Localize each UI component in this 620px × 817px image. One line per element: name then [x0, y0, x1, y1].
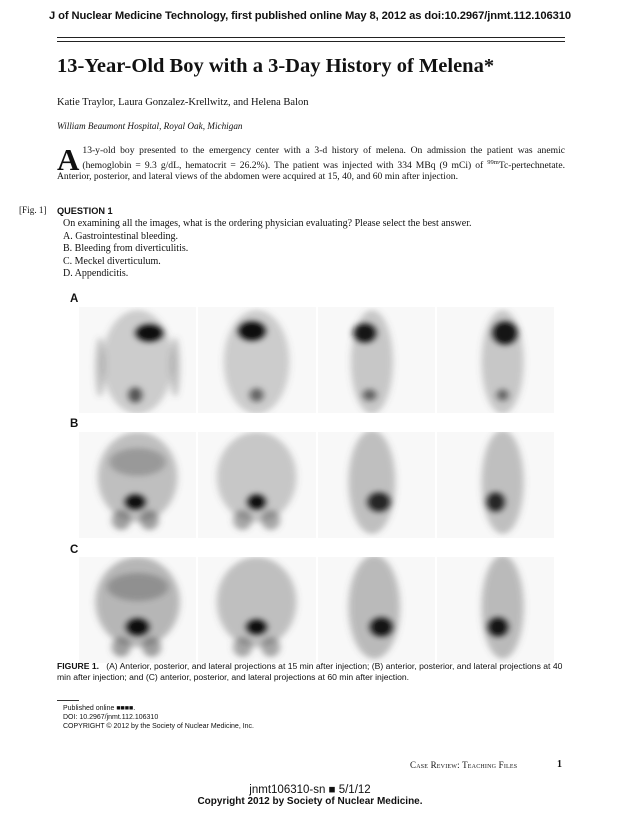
scan-posterior-60min	[198, 557, 315, 663]
author-list: Katie Traylor, Laura Gonzalez-Krellwitz, and Helena Balon	[57, 97, 309, 108]
affiliation: William Beaumont Hospital, Royal Oak, Michigan	[57, 121, 243, 131]
scan-anterior-15min	[79, 307, 196, 413]
footnote-published: Published online ■■■■.	[63, 705, 136, 712]
scan-anterior-60min	[79, 557, 196, 663]
scan-row-60min	[79, 557, 554, 663]
scan-lateral-left-60min	[318, 557, 435, 663]
figure-caption	[57, 661, 567, 684]
header-rule-thick	[57, 37, 565, 38]
scan-lateral-right-15min	[437, 307, 554, 413]
article-title: 13-Year-Old Boy with a 3-Day History of Melena*	[57, 55, 495, 77]
footnote-rule	[57, 700, 79, 701]
panel-label-a: A	[70, 293, 79, 305]
footnote-copyright: COPYRIGHT © 2012 by the Society of Nuclear Medicine, Inc.	[63, 722, 254, 730]
panel-label-b: B	[70, 418, 79, 430]
footnotes	[63, 705, 254, 731]
intro-text-part2: Tc-pertechnetate. Anterior, posterior, and lateral views of the abdomen were acquired at 15, 40, and 60 min after injection.	[57, 159, 565, 183]
scan-lateral-left-40min	[318, 432, 435, 538]
print-job-code: jnmt106310-sn ■ 5/1/12	[249, 784, 371, 796]
header-rule-thin	[57, 41, 565, 42]
scan-lateral-right-40min	[437, 432, 554, 538]
panel-label-c: C	[70, 544, 79, 556]
scan-lateral-left-15min	[318, 307, 435, 413]
answer-option-d: D. Appendicitis.	[63, 268, 129, 280]
scan-lateral-right-60min	[437, 557, 554, 663]
scan-anterior-40min	[79, 432, 196, 538]
caption-label: FIGURE 1.	[57, 661, 100, 671]
isotope-superscript: 99m	[487, 158, 499, 166]
scan-row-40min	[79, 432, 554, 538]
journal-banner: J of Nuclear Medicine Technology, first published online May 8, 2012 as doi:10.2967/jnmt.112.106310	[49, 10, 571, 22]
answer-option-b: B. Bleeding from diverticulitis.	[63, 243, 189, 255]
intro-text-part1: 13-y-old boy presented to the emergency center with a 3-d history of melena. On admission the patient was anemic (hemoglobin = 9.3 g/dL, hematocrit = 26.2%). The patient was injected with 334 MBq (9 mCi) of	[82, 145, 565, 171]
footnote-doi: DOI: 10.2967/jnmt.112.106310	[63, 713, 159, 721]
drop-cap: A	[57, 142, 80, 177]
answer-option-a: A. Gastrointestinal bleeding.	[63, 230, 178, 242]
question-prompt: On examining all the images, what is the ordering physician evaluating? Please select the best answer.	[63, 218, 472, 229]
scan-row-15min	[79, 307, 554, 413]
page-number: 1	[557, 759, 562, 770]
caption-text: (A) Anterior, posterior, and lateral projections at 15 min after injection; (B) anterior, posterior, and lateral projections at 40 min after injection; and (C) anterior, posterior, and lateral projections at 60 min after injection.	[57, 661, 563, 683]
answer-option-c: C. Meckel diverticulum.	[63, 255, 161, 267]
scan-posterior-15min	[198, 307, 315, 413]
question-body	[63, 218, 563, 281]
question-heading: QUESTION 1	[57, 206, 113, 216]
copyright-footer: Copyright 2012 by Society of Nuclear Medicine.	[197, 796, 423, 807]
scan-posterior-40min	[198, 432, 315, 538]
case-introduction	[57, 142, 565, 183]
section-label: Case Review: Teaching Files	[410, 760, 518, 770]
figure-reference-tag: [Fig. 1]	[19, 205, 47, 215]
